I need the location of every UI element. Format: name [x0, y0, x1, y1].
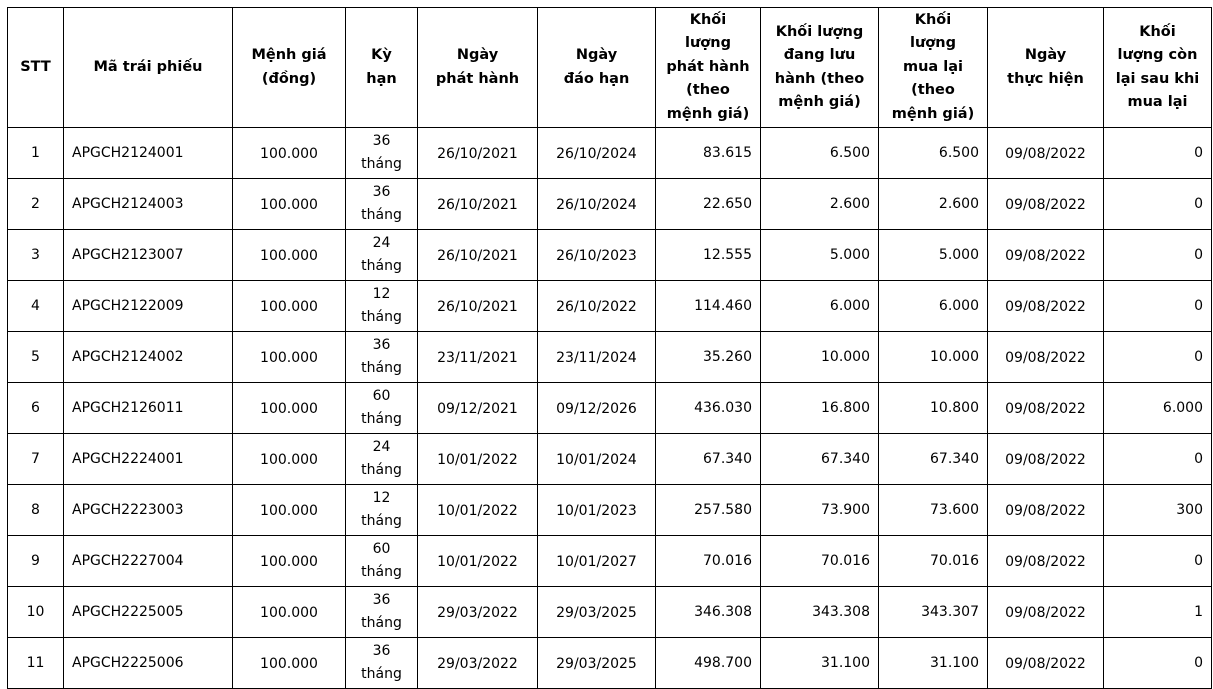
execution-date-cell: 09/08/2022 — [988, 485, 1104, 536]
table-row — [8, 179, 1212, 230]
header-stt: STT — [8, 8, 64, 128]
buyback-volume-cell: 6.500 — [879, 128, 988, 179]
par-value-cell: 100.000 — [233, 230, 346, 281]
issue-date-cell: 23/11/2021 — [418, 332, 538, 383]
term-cell — [346, 179, 418, 230]
buyback-volume-cell: 343.307 — [879, 587, 988, 638]
maturity-date-cell: 10/01/2024 — [538, 434, 656, 485]
bond-code-cell: APGCH2126011 — [64, 383, 233, 434]
issued-volume-cell: 83.615 — [656, 128, 761, 179]
header-maturity-date: Ngày đáo hạn — [538, 8, 656, 128]
issue-date-cell: 10/01/2022 — [418, 434, 538, 485]
remaining-volume-cell: 300 — [1104, 485, 1212, 536]
remaining-volume-cell: 0 — [1104, 434, 1212, 485]
issue-date-cell: 29/03/2022 — [418, 638, 538, 689]
issued-volume-cell: 35.260 — [656, 332, 761, 383]
maturity-date-cell: 26/10/2024 — [538, 128, 656, 179]
term-cell — [346, 536, 418, 587]
stt-cell: 5 — [8, 332, 64, 383]
bond-code-cell: APGCH2227004 — [64, 536, 233, 587]
issue-date-cell: 29/03/2022 — [418, 587, 538, 638]
remaining-volume-cell: 6.000 — [1104, 383, 1212, 434]
stt-cell: 10 — [8, 587, 64, 638]
execution-date-cell: 09/08/2022 — [988, 536, 1104, 587]
execution-date-cell: 09/08/2022 — [988, 128, 1104, 179]
par-value-cell: 100.000 — [233, 281, 346, 332]
header-row — [8, 8, 1212, 128]
issued-volume-cell: 498.700 — [656, 638, 761, 689]
header-outstanding-volume: Khối lượng đang lưu hành (theo mệnh giá) — [761, 8, 879, 128]
term-text: 12 tháng — [361, 286, 402, 325]
buyback-volume-cell: 2.600 — [879, 179, 988, 230]
bond-code-cell: APGCH2124001 — [64, 128, 233, 179]
outstanding-volume-cell: 6.500 — [761, 128, 879, 179]
term-text: 24 tháng — [361, 235, 402, 274]
header-term: Kỳ hạn — [346, 8, 418, 128]
bond-code-cell: APGCH2124003 — [64, 179, 233, 230]
header-execution-date: Ngày thực hiện — [988, 8, 1104, 128]
issued-volume-cell: 436.030 — [656, 383, 761, 434]
bond-code-cell: APGCH2124002 — [64, 332, 233, 383]
issued-volume-cell: 346.308 — [656, 587, 761, 638]
buyback-volume-cell: 70.016 — [879, 536, 988, 587]
bond-code-cell: APGCH2225005 — [64, 587, 233, 638]
issue-date-cell: 10/01/2022 — [418, 485, 538, 536]
issue-date-cell: 26/10/2021 — [418, 281, 538, 332]
stt-cell: 7 — [8, 434, 64, 485]
term-text: 36 tháng — [361, 184, 402, 223]
bond-code-cell: APGCH2122009 — [64, 281, 233, 332]
stt-cell: 2 — [8, 179, 64, 230]
table-row — [8, 281, 1212, 332]
stt-cell: 6 — [8, 383, 64, 434]
par-value-cell: 100.000 — [233, 536, 346, 587]
term-cell — [346, 587, 418, 638]
execution-date-cell: 09/08/2022 — [988, 434, 1104, 485]
header-par-value: Mệnh giá (đồng) — [233, 8, 346, 128]
term-text: 24 tháng — [361, 439, 402, 478]
maturity-date-cell: 29/03/2025 — [538, 638, 656, 689]
header-issue-date: Ngày phát hành — [418, 8, 538, 128]
buyback-volume-cell: 5.000 — [879, 230, 988, 281]
issue-date-cell: 26/10/2021 — [418, 230, 538, 281]
execution-date-cell: 09/08/2022 — [988, 332, 1104, 383]
buyback-volume-cell: 67.340 — [879, 434, 988, 485]
execution-date-cell: 09/08/2022 — [988, 587, 1104, 638]
bond-buyback-table — [7, 7, 1212, 689]
buyback-volume-cell: 6.000 — [879, 281, 988, 332]
remaining-volume-cell: 0 — [1104, 281, 1212, 332]
bond-code-cell: APGCH2224001 — [64, 434, 233, 485]
term-text: 60 tháng — [361, 541, 402, 580]
issued-volume-cell: 67.340 — [656, 434, 761, 485]
term-cell — [346, 332, 418, 383]
buyback-volume-cell: 10.000 — [879, 332, 988, 383]
remaining-volume-cell: 0 — [1104, 179, 1212, 230]
execution-date-cell: 09/08/2022 — [988, 281, 1104, 332]
remaining-volume-cell: 0 — [1104, 638, 1212, 689]
table-row — [8, 230, 1212, 281]
table-row — [8, 536, 1212, 587]
execution-date-cell: 09/08/2022 — [988, 638, 1104, 689]
remaining-volume-cell: 0 — [1104, 128, 1212, 179]
header-issued-volume: Khối lượng phát hành (theo mệnh giá) — [656, 8, 761, 128]
stt-cell: 8 — [8, 485, 64, 536]
stt-cell: 1 — [8, 128, 64, 179]
remaining-volume-cell: 1 — [1104, 587, 1212, 638]
par-value-cell: 100.000 — [233, 587, 346, 638]
maturity-date-cell: 29/03/2025 — [538, 587, 656, 638]
issue-date-cell: 10/01/2022 — [418, 536, 538, 587]
term-cell — [346, 434, 418, 485]
outstanding-volume-cell: 6.000 — [761, 281, 879, 332]
execution-date-cell: 09/08/2022 — [988, 383, 1104, 434]
issued-volume-cell: 257.580 — [656, 485, 761, 536]
outstanding-volume-cell: 16.800 — [761, 383, 879, 434]
par-value-cell: 100.000 — [233, 638, 346, 689]
execution-date-cell: 09/08/2022 — [988, 179, 1104, 230]
outstanding-volume-cell: 70.016 — [761, 536, 879, 587]
term-cell — [346, 281, 418, 332]
par-value-cell: 100.000 — [233, 383, 346, 434]
stt-cell: 11 — [8, 638, 64, 689]
remaining-volume-cell: 0 — [1104, 230, 1212, 281]
term-text: 60 tháng — [361, 388, 402, 427]
issue-date-cell: 09/12/2021 — [418, 383, 538, 434]
term-text: 36 tháng — [361, 592, 402, 631]
par-value-cell: 100.000 — [233, 434, 346, 485]
issued-volume-cell: 114.460 — [656, 281, 761, 332]
maturity-date-cell: 26/10/2023 — [538, 230, 656, 281]
par-value-cell: 100.000 — [233, 485, 346, 536]
table-row — [8, 128, 1212, 179]
table-row — [8, 587, 1212, 638]
maturity-date-cell: 26/10/2024 — [538, 179, 656, 230]
table-row — [8, 485, 1212, 536]
term-text: 36 tháng — [361, 133, 402, 172]
issue-date-cell: 26/10/2021 — [418, 128, 538, 179]
header-remaining-volume: Khối lượng còn lại sau khi mua lại — [1104, 8, 1212, 128]
outstanding-volume-cell: 10.000 — [761, 332, 879, 383]
outstanding-volume-cell: 2.600 — [761, 179, 879, 230]
stt-cell: 4 — [8, 281, 64, 332]
term-text: 36 tháng — [361, 643, 402, 682]
term-cell — [346, 128, 418, 179]
term-text: 12 tháng — [361, 490, 402, 529]
table-row — [8, 332, 1212, 383]
issue-date-cell: 26/10/2021 — [418, 179, 538, 230]
maturity-date-cell: 23/11/2024 — [538, 332, 656, 383]
outstanding-volume-cell: 67.340 — [761, 434, 879, 485]
term-cell — [346, 230, 418, 281]
par-value-cell: 100.000 — [233, 332, 346, 383]
header-buyback-volume: Khối lượng mua lại (theo mệnh giá) — [879, 8, 988, 128]
issued-volume-cell: 12.555 — [656, 230, 761, 281]
outstanding-volume-cell: 5.000 — [761, 230, 879, 281]
term-cell — [346, 485, 418, 536]
execution-date-cell: 09/08/2022 — [988, 230, 1104, 281]
maturity-date-cell: 26/10/2022 — [538, 281, 656, 332]
maturity-date-cell: 10/01/2027 — [538, 536, 656, 587]
par-value-cell: 100.000 — [233, 128, 346, 179]
table-row — [8, 434, 1212, 485]
term-cell — [346, 638, 418, 689]
issued-volume-cell: 70.016 — [656, 536, 761, 587]
table-row — [8, 638, 1212, 689]
buyback-volume-cell: 10.800 — [879, 383, 988, 434]
bond-code-cell: APGCH2123007 — [64, 230, 233, 281]
remaining-volume-cell: 0 — [1104, 332, 1212, 383]
maturity-date-cell: 09/12/2026 — [538, 383, 656, 434]
buyback-volume-cell: 73.600 — [879, 485, 988, 536]
remaining-volume-cell: 0 — [1104, 536, 1212, 587]
term-text: 36 tháng — [361, 337, 402, 376]
stt-cell: 9 — [8, 536, 64, 587]
outstanding-volume-cell: 73.900 — [761, 485, 879, 536]
stt-cell: 3 — [8, 230, 64, 281]
bond-code-cell: APGCH2223003 — [64, 485, 233, 536]
bond-code-cell: APGCH2225006 — [64, 638, 233, 689]
table-row — [8, 383, 1212, 434]
issued-volume-cell: 22.650 — [656, 179, 761, 230]
outstanding-volume-cell: 343.308 — [761, 587, 879, 638]
par-value-cell: 100.000 — [233, 179, 346, 230]
buyback-volume-cell: 31.100 — [879, 638, 988, 689]
term-cell — [346, 383, 418, 434]
header-bond-code: Mã trái phiếu — [64, 8, 233, 128]
maturity-date-cell: 10/01/2023 — [538, 485, 656, 536]
outstanding-volume-cell: 31.100 — [761, 638, 879, 689]
